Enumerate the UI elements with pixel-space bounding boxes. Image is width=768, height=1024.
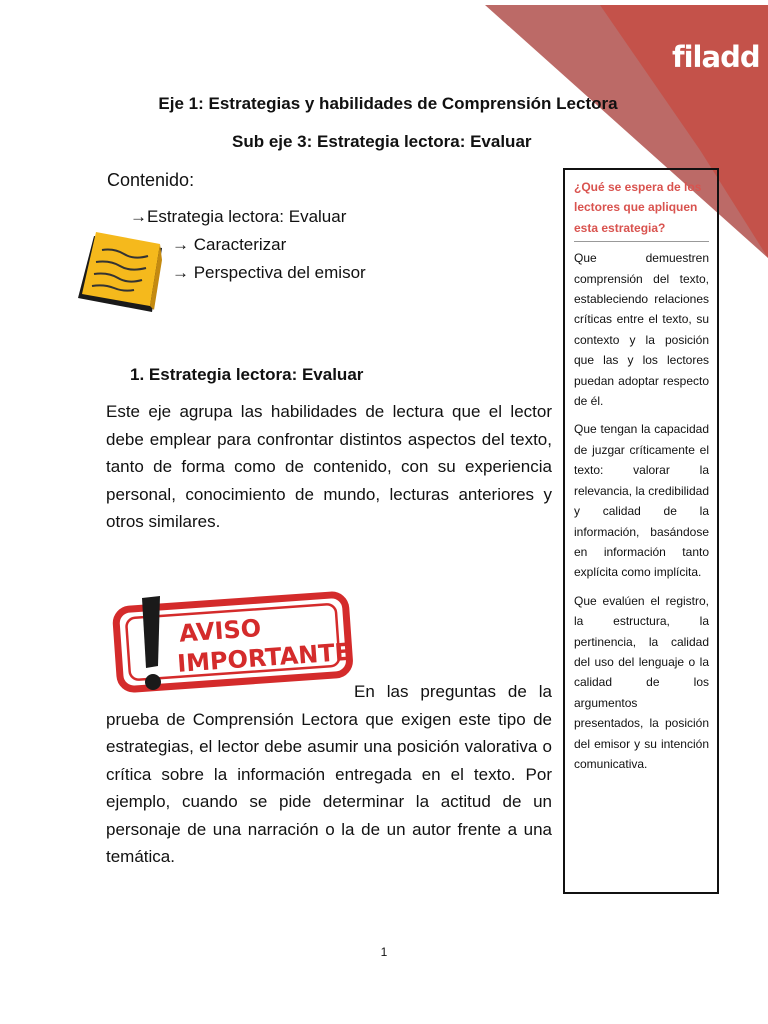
aviso-line1: AVISO: [178, 614, 263, 648]
sticky-note-icon: [74, 230, 166, 316]
page-title: Eje 1: Estrategias y habilidades de Comprensión Lectora: [158, 94, 618, 113]
contenido-item: →Estrategia lectora: Evaluar: [130, 207, 347, 226]
page-number: 1: [380, 945, 388, 959]
sidebar-heading: ¿Qué se espera de los lectores que apliquen esta estrategia?: [574, 177, 709, 242]
sidebar-item: Que evalúen el registro, la estructura, la pertinencia, la calidad del uso del lenguaje o la calidad de los argumentos presentados, la posición del emisor y su intención comunicativa.: [574, 593, 709, 771]
filadd-logo: filadd: [672, 40, 760, 74]
body-paragraph: En las preguntas de la prueba de Comprensión Lectora que exigen este tipo de estrategias, el lector debe asumir una posición valorativa o crítica sobre la información entregada en el texto. Por ejemplo, cuando se pide determinar la actitud de un personaje de una narración o la de un autor frente a una temática.: [106, 682, 552, 866]
contenido-item: → Caracterizar: [172, 235, 287, 254]
aviso-line2: IMPORTANTE: [176, 637, 352, 678]
page-subtitle: Sub eje 3: Estrategia lectora: Evaluar: [232, 132, 532, 151]
sidebar-item: Que demuestren comprensión del texto, estableciendo relaciones críticas entre el texto, su contexto y la posición que las y los lectores puedan adoptar respecto de él.: [574, 251, 709, 409]
sidebar-box: [563, 168, 719, 894]
body-paragraph: Este eje agrupa las habilidades de lectura que el lector debe emplear para confrontar distintos aspectos del texto, tanto de forma como de contenido, con su experiencia personal, conocimiento de mundo, lecturas anteriores y otros similares.: [106, 402, 552, 531]
contenido-item: → Perspectiva del emisor: [172, 263, 366, 282]
contenido-label: Contenido:: [107, 170, 195, 190]
section-heading: 1. Estrategia lectora: Evaluar: [130, 365, 364, 384]
sidebar-item: Que tengan la capacidad de juzgar críticamente el texto: valorar la relevancia, la credibilidad y calidad de la información, basándose en información tanto explícita como implícita.: [574, 422, 709, 580]
